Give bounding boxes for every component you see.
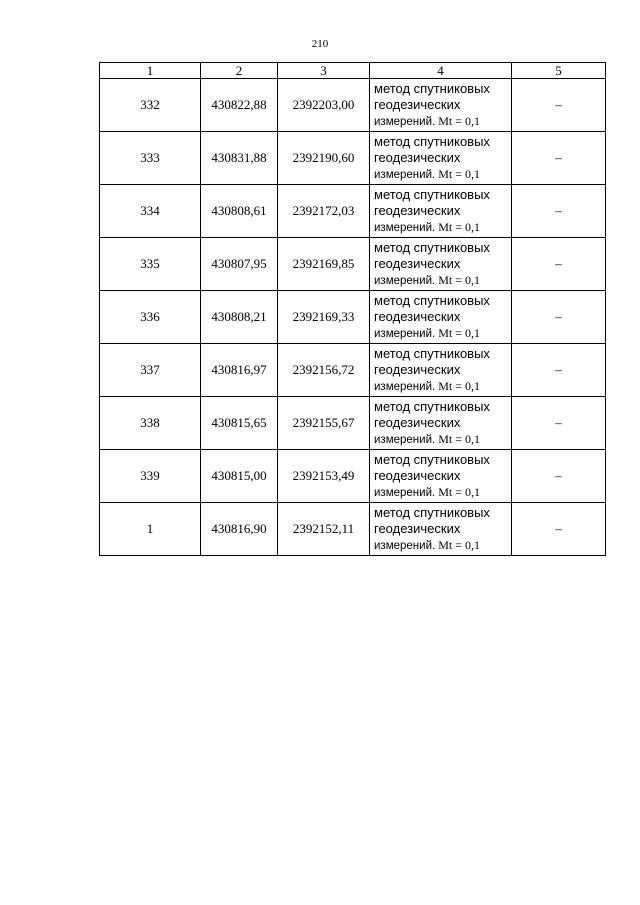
note-cell: –: [512, 450, 606, 503]
table-row: [100, 132, 606, 185]
method-line-2: геодезических: [374, 149, 461, 165]
x-coordinate-cell: 430807,95: [201, 238, 278, 291]
note-cell: –: [512, 291, 606, 344]
method-line-1: метод спутниковых: [374, 292, 490, 308]
method-line-3: [374, 325, 511, 342]
mt-value: Mt = 0,1: [438, 166, 480, 181]
y-coordinate-cell: 2392156,72: [278, 344, 370, 397]
method-line-3: [374, 537, 511, 554]
point-number-cell: 336: [100, 291, 201, 344]
method-measurements-label: измерений.: [374, 486, 436, 499]
mt-value: Mt = 0,1: [438, 272, 480, 287]
mt-value: Mt = 0,1: [438, 484, 480, 499]
x-coordinate-cell: 430815,00: [201, 450, 278, 503]
method-line-3: [374, 378, 511, 395]
y-coordinate-cell: 2392169,85: [278, 238, 370, 291]
method-cell: [370, 397, 512, 450]
table-row: [100, 344, 606, 397]
mt-value: Mt = 0,1: [438, 113, 480, 128]
mt-value: Mt = 0,1: [438, 219, 480, 234]
method-cell: [370, 238, 512, 291]
mt-value: Mt = 0,1: [438, 378, 480, 393]
header-col-5: 5: [512, 63, 606, 79]
method-line-2: геодезических: [374, 202, 461, 218]
coordinates-table: [99, 62, 606, 556]
method-measurements-label: измерений.: [374, 327, 436, 340]
method-cell: [370, 132, 512, 185]
point-number-cell: 335: [100, 238, 201, 291]
method-measurements-label: измерений.: [374, 168, 436, 181]
method-line-3: [374, 431, 511, 448]
table-row: [100, 291, 606, 344]
method-cell: [370, 450, 512, 503]
y-coordinate-cell: 2392155,67: [278, 397, 370, 450]
method-line-2: геодезических: [374, 467, 461, 483]
method-measurements-label: измерений.: [374, 433, 436, 446]
method-line-3: [374, 484, 511, 501]
x-coordinate-cell: 430831,88: [201, 132, 278, 185]
method-cell: [370, 503, 512, 556]
method-line-2: геодезических: [374, 520, 461, 536]
method-line-1: метод спутниковых: [374, 345, 490, 361]
y-coordinate-cell: 2392152,11: [278, 503, 370, 556]
point-number-cell: 332: [100, 79, 201, 132]
y-coordinate-cell: 2392203,00: [278, 79, 370, 132]
y-coordinate-cell: 2392172,03: [278, 185, 370, 238]
table-row: [100, 503, 606, 556]
method-line-3: [374, 219, 511, 236]
method-line-1: метод спутниковых: [374, 80, 490, 96]
method-line-2: геодезических: [374, 308, 461, 324]
method-line-2: геодезических: [374, 96, 461, 112]
point-number-cell: 334: [100, 185, 201, 238]
method-measurements-label: измерений.: [374, 539, 436, 552]
table-body: [100, 79, 606, 556]
method-line-2: геодезических: [374, 414, 461, 430]
x-coordinate-cell: 430816,90: [201, 503, 278, 556]
method-measurements-label: измерений.: [374, 221, 436, 234]
method-line-2: геодезических: [374, 255, 461, 271]
method-line-3: [374, 272, 511, 289]
method-cell: [370, 344, 512, 397]
note-cell: –: [512, 185, 606, 238]
note-cell: –: [512, 79, 606, 132]
page-number: 210: [311, 38, 329, 50]
table-row: [100, 397, 606, 450]
header-col-4: 4: [370, 63, 512, 79]
y-coordinate-cell: 2392153,49: [278, 450, 370, 503]
table-row: [100, 238, 606, 291]
header-col-2: 2: [201, 63, 278, 79]
note-cell: –: [512, 503, 606, 556]
note-cell: –: [512, 344, 606, 397]
note-cell: –: [512, 397, 606, 450]
x-coordinate-cell: 430816,97: [201, 344, 278, 397]
note-cell: –: [512, 238, 606, 291]
point-number-cell: 333: [100, 132, 201, 185]
note-cell: –: [512, 132, 606, 185]
header-col-1: 1: [100, 63, 201, 79]
table-row: [100, 79, 606, 132]
method-cell: [370, 79, 512, 132]
y-coordinate-cell: 2392190,60: [278, 132, 370, 185]
mt-value: Mt = 0,1: [438, 325, 480, 340]
method-measurements-label: измерений.: [374, 380, 436, 393]
y-coordinate-cell: 2392169,33: [278, 291, 370, 344]
point-number-cell: 338: [100, 397, 201, 450]
point-number-cell: 337: [100, 344, 201, 397]
x-coordinate-cell: 430808,21: [201, 291, 278, 344]
point-number-cell: 1: [100, 503, 201, 556]
method-measurements-label: измерений.: [374, 115, 436, 128]
method-line-3: [374, 166, 511, 183]
method-line-2: геодезических: [374, 361, 461, 377]
method-cell: [370, 185, 512, 238]
method-line-1: метод спутниковых: [374, 239, 490, 255]
mt-value: Mt = 0,1: [438, 537, 480, 552]
mt-value: Mt = 0,1: [438, 431, 480, 446]
method-line-1: метод спутниковых: [374, 504, 490, 520]
x-coordinate-cell: 430822,88: [201, 79, 278, 132]
table-row: [100, 450, 606, 503]
method-line-1: метод спутниковых: [374, 186, 490, 202]
method-line-1: метод спутниковых: [374, 133, 490, 149]
table-header-row: [100, 63, 606, 79]
x-coordinate-cell: 430808,61: [201, 185, 278, 238]
table-row: [100, 185, 606, 238]
method-line-3: [374, 113, 511, 130]
method-cell: [370, 291, 512, 344]
point-number-cell: 339: [100, 450, 201, 503]
method-line-1: метод спутниковых: [374, 451, 490, 467]
x-coordinate-cell: 430815,65: [201, 397, 278, 450]
header-col-3: 3: [278, 63, 370, 79]
method-line-1: метод спутниковых: [374, 398, 490, 414]
method-measurements-label: измерений.: [374, 274, 436, 287]
